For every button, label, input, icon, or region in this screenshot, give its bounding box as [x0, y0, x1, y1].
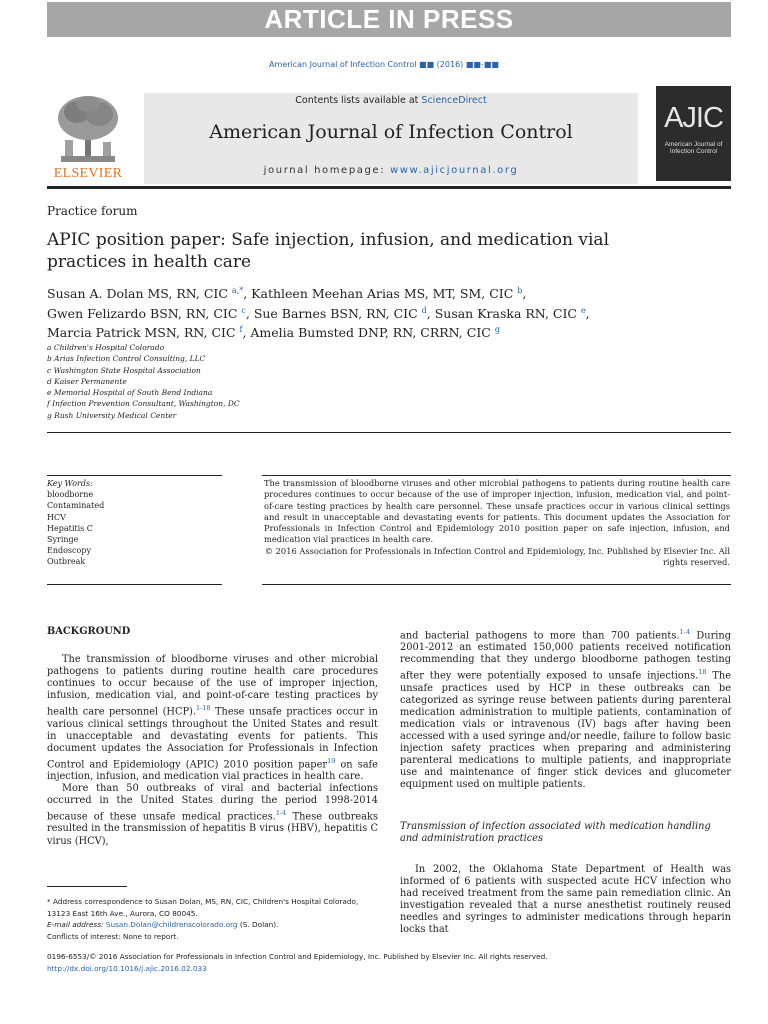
journal-banner	[144, 93, 638, 184]
paragraph-text: More than 50 outbreaks of viral and bacterial infections occurred in the United States during the period 1998-2014 because of these unsafe medical practices.	[47, 783, 378, 823]
issn-line: 0196-6553/© 2016 Association for Professionals in Infection Control and Epidemiology, Inc. Published by Elsevier Inc. All rights reserved.	[47, 952, 548, 961]
elsevier-logo[interactable]	[47, 90, 129, 184]
footnote	[47, 896, 377, 942]
journal-title: American Journal of Infection Control	[209, 121, 573, 143]
journal-citation-link[interactable]: American Journal of Infection Control ■■ (2016) ■■-■■	[269, 60, 499, 69]
body-column-left	[47, 626, 378, 848]
affiliation: a Children's Hospital Colorado	[47, 343, 165, 352]
header-rule	[47, 186, 731, 189]
paragraph-text: The unsafe practices used by HCP in these outbreaks can be categorized as syringe reuse between patients during parenteral medication administration to multiple patients, contamination of medication vials or intravenous (IV) bags after having been accessed with a used syringe and/or needle, failure to follow basic injection safety practices when preparing and administering parenteral medications to multiple patients, and inappropriate use and maintenance of finger stick devices and glucometer equipment used on multiple patients.	[400, 670, 732, 791]
affiliation: f Infection Prevention Consultant, Washington, DC	[47, 399, 240, 409]
author-affiliation-link[interactable]: b	[517, 286, 523, 295]
affiliation: d Kaiser Permanente	[47, 376, 127, 386]
keywords-title: Key Words:	[47, 479, 93, 488]
body-paragraph: In 2002, the Oklahoma State Department of Health was informed of 6 patients with suspected acute HCV infection who had received treatment from the same pain remediation clinic. An investigation revealed that a nurse anesthetist routinely reused needles and syringes to administer medications through heparin locks that	[400, 864, 731, 936]
author-affiliation-link[interactable]: d	[421, 305, 427, 315]
author: Sue Barnes BSN, RN, CIC	[253, 305, 422, 321]
article-in-press-banner: ARTICLE IN PRESS	[47, 2, 731, 37]
abstract-copyright: © 2016 Association for Professionals in Infection Control and Epidemiology, Inc. Published by Elsevier Inc. All rights reserved.	[264, 545, 730, 568]
divider-rule	[47, 432, 731, 433]
author: Marcia Patrick MSN, RN, CIC	[47, 325, 240, 341]
body-paragraph	[400, 626, 731, 791]
reference-link[interactable]: 18	[698, 668, 707, 677]
homepage-link[interactable]: www.ajicjournal.org	[389, 165, 519, 176]
author-separator: ,	[243, 286, 252, 302]
email-suffix: (S. Dolan).	[237, 920, 279, 930]
footnote-address: * Address correspondence to Susan Dolan, MS, RN, CIC, Children's Hospital Colorado, 13123 East 16th Ave., Aurora, CO 80045.	[47, 897, 359, 918]
affiliation: g Rush University Medical Center	[47, 410, 177, 420]
sciencedirect-link[interactable]: ScienceDirect	[421, 95, 487, 106]
keywords-box	[47, 478, 104, 568]
author-separator: ,	[245, 305, 254, 321]
affiliation: c Washington State Hospital Association	[47, 365, 201, 375]
abstract-bottom-rule	[262, 584, 731, 585]
keywords-bottom-rule	[47, 584, 222, 585]
author-affiliation-link[interactable]: f	[239, 325, 243, 335]
keyword: Contaminated	[47, 501, 105, 511]
abstract-text: The transmission of bloodborne viruses and other microbial pathogens to patients during routine health care procedures continues to occur because of the use of improper injection, infusion, medication vial, and point-of-care testing practices by health care personnel. These unsafe practices occur in various clinical settings and result in unacceptable and devastating events for patients. This document updates the Association for Professionals in Infection Control and Epidemiology 2010 position paper on safe injection, infusion, and medication vial practices in health care.	[264, 478, 730, 545]
paragraph-text: The transmission of bloodborne viruses and other microbial pathogens to patients during routine health care procedures continues to occur because of the use of improper injection, infusion, medication vial, and point-of-care testing practices by health care personnel (HCP).	[47, 654, 378, 718]
journal-cover-image[interactable]	[656, 86, 731, 181]
keyword: Outbreak	[47, 557, 86, 567]
paragraph-text: and bacterial pathogens to more than 700 patients.	[400, 630, 680, 642]
contents-prefix: Contents lists available at	[295, 95, 422, 106]
elsevier-wordmark: ELSEVIER	[53, 166, 123, 181]
author: Susan Kraska RN, CIC	[434, 305, 581, 321]
keywords-top-rule	[47, 475, 222, 476]
body-paragraph	[47, 783, 378, 848]
cover-journal-name: American Journal of Infection Control	[664, 141, 723, 155]
footnote-conflicts: Conflicts of interest: None to report.	[47, 931, 179, 941]
paragraph-text: During 2001-2012 an estimated 150,000 patients received notification recommending that they undergo bloodborne pathogen testing after they were potentially exposed to unsafe injections.	[400, 630, 731, 682]
footnote-rule	[47, 886, 127, 887]
author: Susan A. Dolan MS, RN, CIC	[47, 286, 232, 302]
author-affiliation-link[interactable]: e	[580, 305, 586, 315]
section-label: Practice forum	[47, 204, 138, 218]
keyword: Endoscopy	[47, 546, 91, 556]
email-link[interactable]: Susan.Dolan@childrenscolorado.org	[105, 920, 238, 930]
elsevier-tree-icon	[55, 94, 121, 164]
reference-link[interactable]: 19	[327, 756, 336, 765]
author: Gwen Felizardo BSN, RN, CIC	[47, 305, 242, 321]
article-title: APIC position paper: Safe injection, infusion, and medication vial practices in health care	[47, 230, 610, 272]
author-affiliation-link[interactable]: a,*	[231, 286, 244, 295]
reference-link[interactable]: 1-4	[275, 809, 287, 818]
doi-link[interactable]: http://dx.doi.org/10.1016/j.ajic.2016.02.033	[47, 963, 207, 973]
author-separator: ,	[522, 286, 527, 302]
author: Kathleen Meehan Arias MS, MT, SM, CIC	[251, 286, 518, 302]
body-paragraph	[47, 654, 378, 783]
keyword: HCV	[47, 512, 66, 522]
page-footer	[47, 951, 548, 974]
paragraph-text: These unsafe practices occur in various clinical settings throughout the United States and result in unacceptable and devastating events for patients. This document updates the Association for Professionals in Infection Control and Epidemiology (APIC) 2010 position paper	[47, 706, 378, 770]
keyword: bloodborne	[47, 490, 94, 500]
author-separator: ,	[585, 305, 590, 321]
author-separator: ,	[242, 325, 251, 341]
email-label: E-mail address:	[47, 920, 106, 930]
journal-homepage-line	[144, 165, 638, 176]
affiliation-list	[47, 342, 240, 421]
abstract-top-rule	[262, 475, 731, 476]
paragraph-text: These outbreaks resulted in the transmission of hepatitis B virus (HBV), hepatitis C virus (HCV),	[47, 811, 378, 847]
cover-logo-text: AJIC	[664, 102, 723, 134]
author: Amelia Bumsted DNP, RN, CRRN, CIC	[250, 325, 495, 341]
affiliation: e Memorial Hospital of South Bend Indiana	[47, 388, 213, 398]
contents-line	[144, 95, 638, 106]
footnote-email-line	[47, 919, 377, 931]
author-list	[47, 283, 727, 342]
reference-link[interactable]: 1-18	[195, 704, 211, 713]
section-heading-background: BACKGROUND	[47, 626, 131, 637]
homepage-prefix: journal homepage:	[263, 165, 390, 176]
author-affiliation-link[interactable]: g	[494, 325, 500, 335]
affiliation: b Arias Infection Control Consulting, LLC	[47, 354, 206, 364]
paragraph-text: on safe injection, infusion, and medication vial practices in health care.	[47, 758, 378, 782]
subsection-heading: Transmission of infection associated with medication handling and administration practices	[400, 821, 711, 845]
author-affiliation-link[interactable]: c	[241, 305, 246, 315]
author-separator: ,	[426, 305, 435, 321]
abstract	[264, 478, 730, 568]
reference-link[interactable]: 1-4	[679, 628, 690, 636]
keyword: Hepatitis C	[47, 523, 93, 533]
body-column-right	[400, 626, 731, 937]
keyword: Syringe	[47, 535, 79, 545]
